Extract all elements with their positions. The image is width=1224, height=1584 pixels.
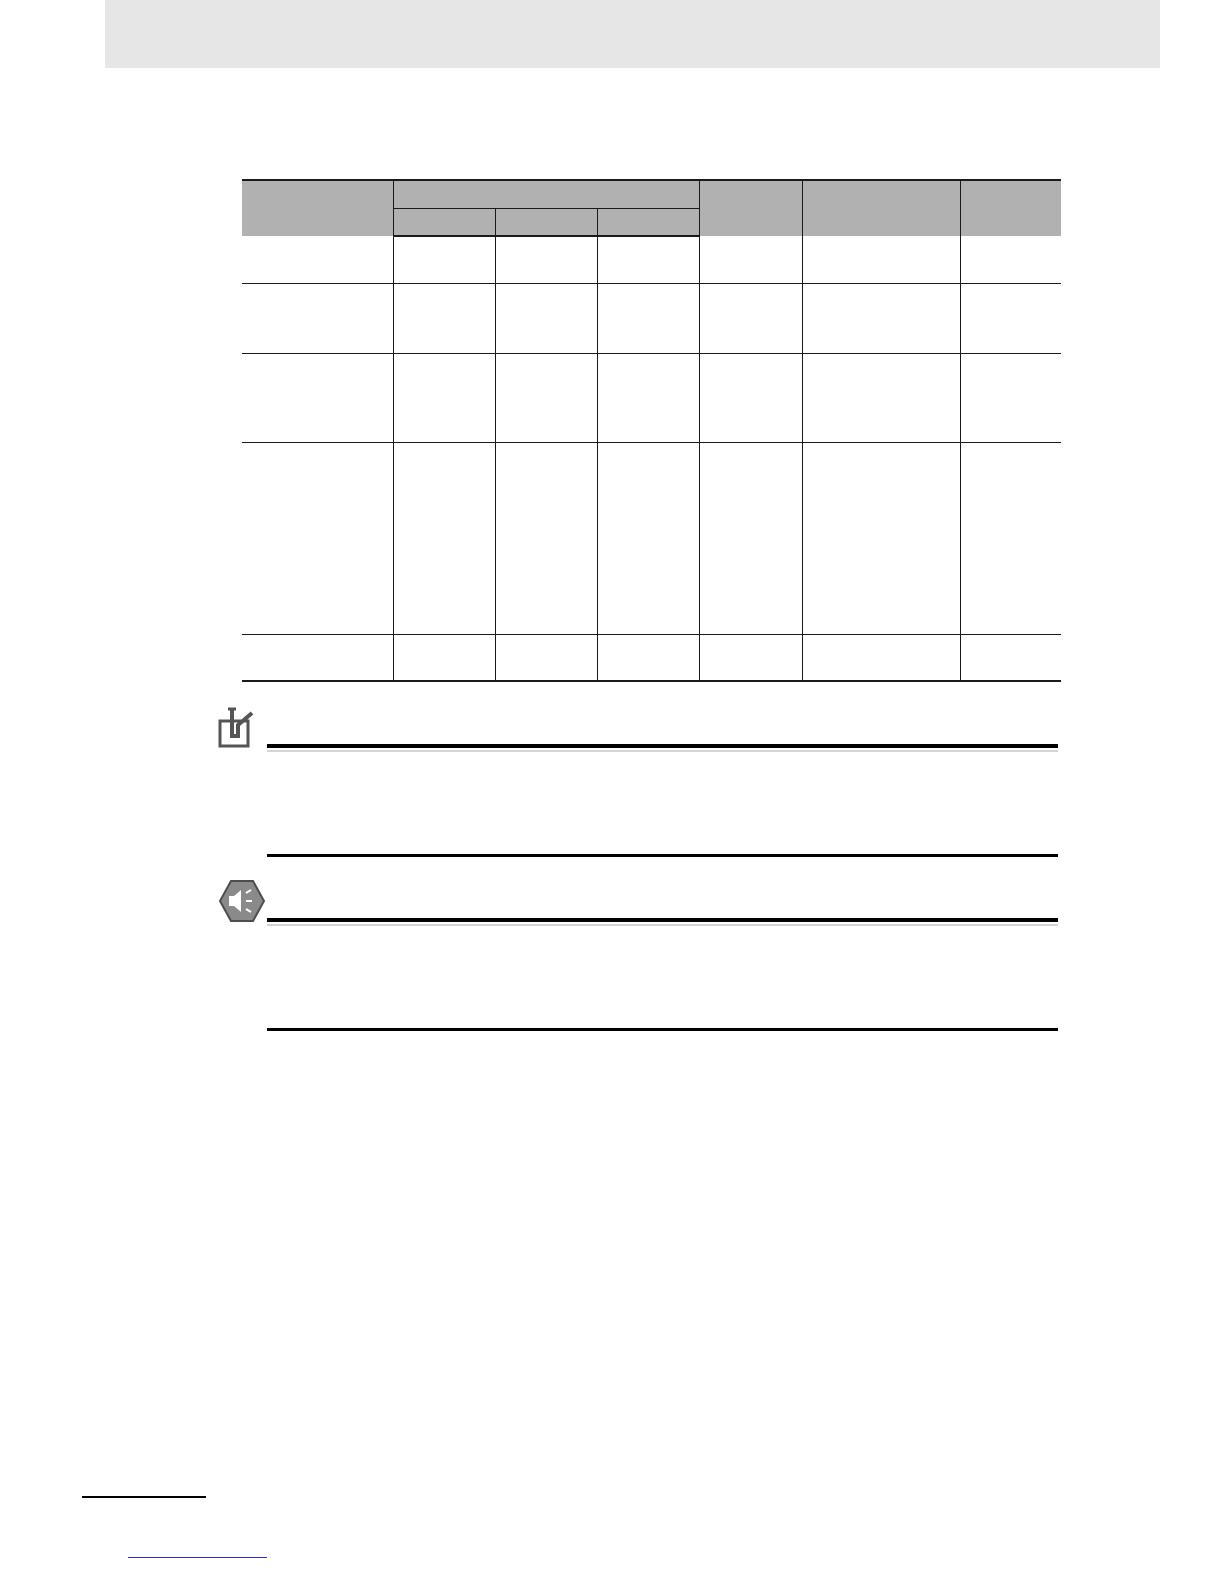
table-header-cell (242, 180, 393, 236)
table-cell (495, 283, 597, 353)
table-cell (802, 236, 960, 283)
table-cell (960, 236, 1061, 283)
table-cell (960, 353, 1061, 442)
table-cell (242, 236, 393, 283)
table-cell (699, 442, 802, 634)
note-top-rule (267, 744, 1058, 748)
precautions-for-correct-use-icon (216, 706, 256, 750)
table-header-group-cell (393, 180, 699, 208)
note-bottom-rule (267, 854, 1058, 857)
table-subheader-cell (597, 208, 699, 236)
table-row (242, 236, 1061, 283)
table-header-cell (960, 180, 1061, 236)
table-cell (699, 353, 802, 442)
note-bottom-rule (267, 1028, 1058, 1031)
table-cell (802, 353, 960, 442)
table-cell (699, 236, 802, 283)
table-cell (495, 442, 597, 634)
specification-table (242, 179, 1061, 682)
table-cell (393, 442, 495, 634)
table-row (242, 634, 1061, 681)
table-cell (699, 283, 802, 353)
additional-information-icon (218, 879, 266, 923)
table-cell (393, 353, 495, 442)
table-row (242, 442, 1061, 634)
table-cell (495, 634, 597, 681)
table-cell (242, 442, 393, 634)
table-subheader-cell (393, 208, 495, 236)
table-cell (597, 353, 699, 442)
table-cell (242, 353, 393, 442)
table-cell (495, 353, 597, 442)
table-cell (597, 634, 699, 681)
table-subheader-cell (495, 208, 597, 236)
page-header-band (105, 0, 1160, 68)
table-row (242, 353, 1061, 442)
table-cell (802, 442, 960, 634)
table-cell (802, 283, 960, 353)
note-top-rule (267, 918, 1058, 922)
table-cell (802, 634, 960, 681)
table-cell (960, 283, 1061, 353)
note-top-rule-shadow (267, 750, 1058, 752)
note-top-rule-shadow (267, 924, 1058, 926)
page-number-rule (82, 1496, 206, 1498)
table-cell (960, 634, 1061, 681)
table-cell (393, 634, 495, 681)
table-cell (699, 634, 802, 681)
table-header-cell (699, 180, 802, 236)
table-cell (597, 283, 699, 353)
table-cell (242, 283, 393, 353)
table-cell (393, 283, 495, 353)
table-cell (960, 442, 1061, 634)
table-cell (393, 236, 495, 283)
table-cell (597, 442, 699, 634)
table-cell (495, 236, 597, 283)
table-cell (242, 634, 393, 681)
table-row (242, 283, 1061, 353)
table-cell (597, 236, 699, 283)
footer-link[interactable] (128, 1557, 267, 1558)
table-header-cell (802, 180, 960, 236)
table-header-row (242, 180, 1061, 208)
